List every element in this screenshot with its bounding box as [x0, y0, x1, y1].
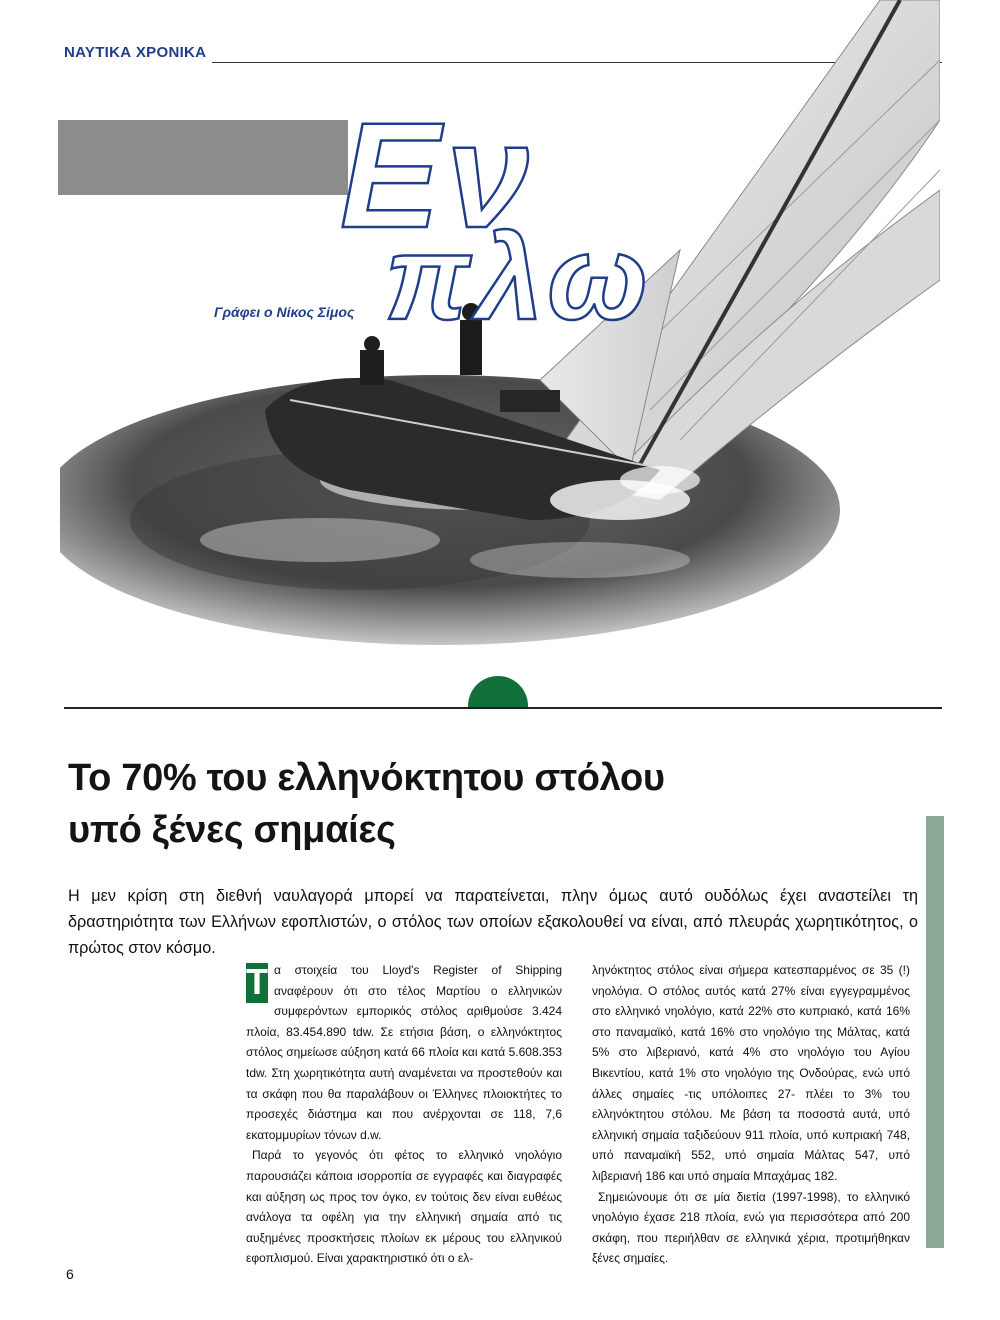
body-paragraph: Σημειώνουμε ότι σε μία διετία (1997-1998), το ελληνικό νηολόγιο έχασε 218 πλοία, ενώ για περισσότερα από 200 σκάφη, που περιήλθαν σε ελληνικά χέρια, προτιμήθηκαν ξένες σημαίες. [592, 1189, 910, 1266]
drop-cap [246, 963, 268, 1003]
title-line-2: πλω [385, 211, 654, 345]
byline: Γράφει ο Νίκος Σίμος [214, 304, 355, 320]
headline-line-1: Το 70% του ελληνόκτητου στόλου [68, 757, 665, 799]
body-paragraph: Παρά το γεγονός ότι φέτος το ελληνικό νηολόγιο παρουσιάζει κάποια ισορροπία σε εγγραφές και διαγραφές και αύξηση ως προς τον όγκο, εν τούτοις δεν είναι ευθέως ανάλογα τα οφέλη για την ελληνική σημαία από τις αυξημένες προσκτήσεις πλοίων εκ μέρους του ελληνικού εφοπλισμού. Είναι χαρακτηριστικό ότι ο ελ- [246, 1148, 562, 1266]
lead-paragraph: Η μεν κρίση στη διεθνή ναυλαγορά μπορεί να παρατείνεται, πλην όμως αυτό ουδόλως έχει αναστείλει τη δραστηριότητα των Ελλήνων εφοπλιστών, ο στόλος των οποίων εξακολουθεί να είναι, από πλευράς χωρητικότητος, ο πρώτος στον κόσμο. [68, 887, 918, 957]
side-accent-bar [926, 816, 944, 1248]
article-headline [68, 752, 888, 856]
section-divider [64, 707, 942, 709]
headline-line-2: υπό ξένες σημαίες [68, 809, 396, 851]
section-label: ΝΑΥΤΙΚΑ ΧΡΟΝΙΚΑ [64, 44, 207, 61]
body-column-left [246, 960, 562, 1269]
body-column-right [592, 960, 910, 1269]
body-paragraph: ληνόκτητος στόλος είναι σήμερα κατεσπαρμένος σε 35 (!) νηολόγια. Ο στόλος αυτός κατά 27% είναι εγγεγραμμένος στο ελληνικό νηολόγιο, κατά 22% στο κυπριακό, κατά 16% στο παναμαϊκό, κατά 16% στο νηολόγιο της Μάλτας, κατά 5% στο λιβεριανό, κατά 4% στο νηολόγιο του Αγίου Βικεντίου, κατά 1% στο νηολόγιο της Ονδούρας, ενώ υπό άλλες σημαίες -τις υπόλοιπες 27- πλέει το 3% του ελληνόκτητου στόλου. Με βάση τα ποσοστά αυτά, υπό ελληνική σημαία ταξιδεύουν 911 πλοία, υπό κυπριακή 748, υπό παναμαϊκή 552, υπό σημαία Μάλτας 547, υπό λιβεριανή 186 και υπό σημαία Μπαχάμας 182. [592, 963, 910, 1183]
title-line-1: Εν [340, 91, 536, 259]
page-number: 6 [66, 1266, 74, 1282]
green-semicircle-ornament [468, 676, 528, 707]
drop-cap-letter: Τ [246, 961, 268, 1002]
body-paragraph: α στοιχεία του Lloyd's Register of Shipping αναφέρουν ότι στο τέλος Μαρτίου ο ελληνικών συμφερόντων εμπορικός στόλος αριθμούσε 3.424 πλοία, 83.454.890 tdw. Σε ετήσια βάση, ο ελληνόκτητος στόλος σημείωσε αύξηση κατά 66 πλοία και κατά 5.608.353 tdw. Στη χωρητικότητα αυτή αναμένεται να προστεθούν και τα σκάφη που θα παραλάβουν οι Έλληνες πλοιοκτήτες το προσεχές διάστημα και που ανέρχονται σε 118, 7,6 εκατομμυρίων τόνων d.w. [246, 963, 562, 1142]
